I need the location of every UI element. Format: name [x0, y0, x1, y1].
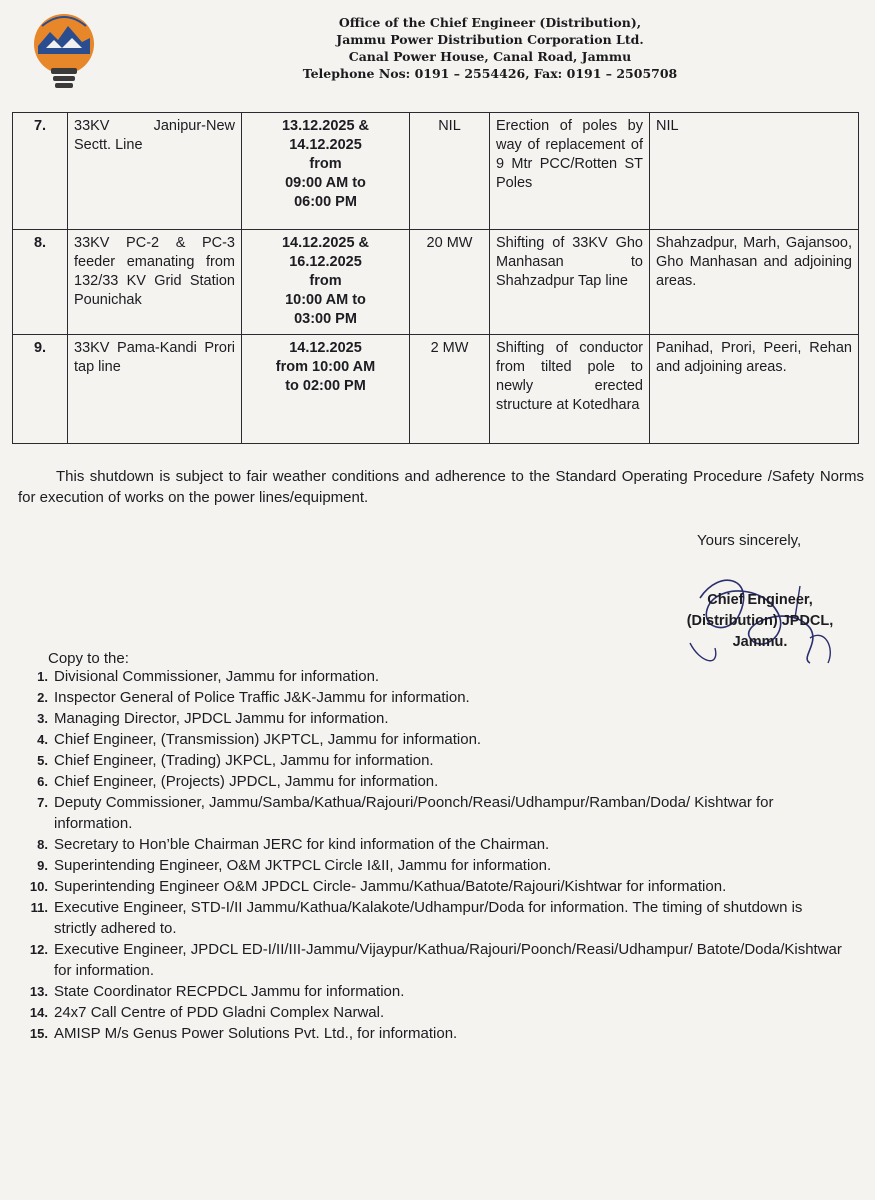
- schedule-line: 06:00 PM: [294, 194, 357, 210]
- affected-areas: Panihad, Prori, Peeri, Rehan and adjoining areas.: [650, 335, 859, 444]
- schedule-line: from: [309, 156, 342, 172]
- work-description: Shifting of 33KV Gho Manhasan to Shahzadpur Tap line: [490, 230, 650, 335]
- signatory-block: [670, 590, 850, 653]
- schedule-line: 14.12.2025: [289, 340, 362, 356]
- list-item: [6, 750, 846, 771]
- schedule-line: 14.12.2025: [289, 137, 362, 153]
- signatory-location: Jammu.: [732, 634, 788, 650]
- list-item: [6, 1023, 846, 1044]
- list-number: 10.: [29, 879, 48, 894]
- list-text: Secretary to Hon’ble Chairman JERC for kind information of the Chairman.: [54, 836, 550, 853]
- schedule-line: 16.12.2025: [289, 254, 362, 270]
- list-text: Chief Engineer, (Trading) JKPCL, Jammu for information.: [54, 752, 434, 769]
- copy-to-list: [6, 666, 846, 1044]
- signatory-department: (Distribution) JPDCL,: [686, 613, 834, 629]
- schedule-line: 03:00 PM: [294, 311, 357, 327]
- office-title: Office of the Chief Engineer (Distribution),: [338, 15, 642, 30]
- schedule-line: from: [309, 273, 342, 289]
- schedule-line: 13.12.2025 &: [281, 118, 370, 134]
- list-number: 1.: [37, 669, 48, 684]
- list-text: Superintending Engineer O&M JPDCL Circle- Jammu/Kathua/Batote/Rajouri/Kishtwar for information.: [54, 878, 727, 895]
- list-number: 11.: [30, 900, 48, 915]
- list-number: 15.: [29, 1026, 48, 1041]
- list-item: [6, 981, 846, 1002]
- list-text: Divisional Commissioner, Jammu for information.: [54, 668, 380, 685]
- shutdown-note: This shutdown is subject to fair weather conditions and adherence to the Standard Operating Procedure /Safety Norms for execution of works on the power lines/equipment.: [18, 468, 864, 506]
- list-number: 4.: [37, 732, 48, 747]
- list-item: [6, 687, 846, 708]
- line-name: 33KV Janipur-New Sectt. Line: [68, 113, 242, 230]
- office-address: Canal Power House, Canal Road, Jammu: [348, 49, 632, 64]
- schedule: [242, 230, 410, 335]
- schedule-line: to 02:00 PM: [285, 378, 366, 394]
- list-text: 24x7 Call Centre of PDD Gladni Complex Narwal.: [54, 1004, 385, 1021]
- list-text: AMISP M/s Genus Power Solutions Pvt. Ltd., for information.: [54, 1025, 458, 1042]
- affected-areas: NIL: [650, 113, 859, 230]
- list-text: Deputy Commissioner, Jammu/Samba/Kathua/Rajouri/Poonch/Reasi/Udhampur/Ramban/Doda/ Kishtwar for information.: [54, 794, 774, 832]
- letterhead: [0, 0, 875, 100]
- list-item: [6, 708, 846, 729]
- work-description: Erection of poles by way of replacement of 9 Mtr PCC/Rotten ST Poles: [490, 113, 650, 230]
- affected-areas: Shahzadpur, Marh, Gajansoo, Gho Manhasan and adjoining areas.: [650, 230, 859, 335]
- list-text: Inspector General of Police Traffic J&K-Jammu for information.: [54, 689, 470, 706]
- signatory-designation: Chief Engineer,: [707, 592, 813, 608]
- list-number: 14.: [29, 1005, 48, 1020]
- line-name: 33KV Pama-Kandi Prori tap line: [68, 335, 242, 444]
- work-description: Shifting of conductor from tilted pole to newly erected structure at Kotedhara: [490, 335, 650, 444]
- load-affected: NIL: [410, 113, 490, 230]
- line-name: 33KV PC-2 & PC-3 feeder emanating from 132/33 KV Grid Station Pounichak: [68, 230, 242, 335]
- list-item: [6, 939, 846, 981]
- list-number: 9.: [37, 858, 48, 873]
- load-affected: 2 MW: [410, 335, 490, 444]
- table-row: [13, 113, 859, 230]
- closing-salutation: Yours sincerely,: [697, 532, 802, 549]
- list-item: [6, 876, 846, 897]
- jpdcl-logo-icon: [24, 10, 104, 94]
- list-item: [6, 792, 846, 834]
- list-number: 13.: [29, 984, 48, 999]
- list-number: 12.: [29, 942, 48, 957]
- list-text: State Coordinator RECPDCL Jammu for information.: [54, 983, 405, 1000]
- shutdown-table: [12, 112, 859, 444]
- schedule-line: 14.12.2025 &: [281, 235, 370, 251]
- load-affected: 20 MW: [410, 230, 490, 335]
- list-number: 2.: [37, 690, 48, 705]
- schedule: [242, 113, 410, 230]
- list-text: Superintending Engineer, O&M JKTPCL Circle I&II, Jammu for information.: [54, 857, 552, 874]
- list-item: [6, 897, 846, 939]
- list-number: 6.: [37, 774, 48, 789]
- list-number: 7.: [37, 795, 48, 810]
- schedule: [242, 335, 410, 444]
- list-text: Executive Engineer, STD-I/II Jammu/Kathua/Kalakote/Udhampur/Doda for information. The timing of shutdown is strictly adhered to.: [54, 899, 803, 937]
- list-item: [6, 855, 846, 876]
- list-number: 8.: [37, 837, 48, 852]
- list-text: Executive Engineer, JPDCL ED-I/II/III-Jammu/Vijaypur/Kathua/Rajouri/Poonch/Reasi/Udhampur/ Batote/Doda/Kishtwar for information.: [54, 941, 842, 979]
- table-row: [13, 230, 859, 335]
- list-item: [6, 1002, 846, 1023]
- list-item: [6, 834, 846, 855]
- copy-heading: Copy to the:: [48, 650, 129, 667]
- list-number: 3.: [37, 711, 48, 726]
- list-item: [6, 666, 846, 687]
- list-item: [6, 771, 846, 792]
- serial-number: 9.: [13, 335, 68, 444]
- schedule-line: 10:00 AM to: [285, 292, 366, 308]
- schedule-line: from 10:00 AM: [275, 359, 376, 375]
- table-row: [13, 335, 859, 444]
- list-text: Managing Director, JPDCL Jammu for information.: [54, 710, 389, 727]
- serial-number: 7.: [13, 113, 68, 230]
- list-text: Chief Engineer, (Projects) JPDCL, Jammu for information.: [54, 773, 439, 790]
- telephone-line: Telephone Nos: 0191 – 2554426, Fax: 0191 – 2505708: [302, 66, 678, 81]
- list-item: [6, 729, 846, 750]
- serial-number: 8.: [13, 230, 68, 335]
- list-text: Chief Engineer, (Transmission) JKPTCL, Jammu for information.: [54, 731, 482, 748]
- list-number: 5.: [37, 753, 48, 768]
- corporation-name: Jammu Power Distribution Corporation Ltd.: [336, 32, 644, 47]
- schedule-line: 09:00 AM to: [285, 175, 366, 191]
